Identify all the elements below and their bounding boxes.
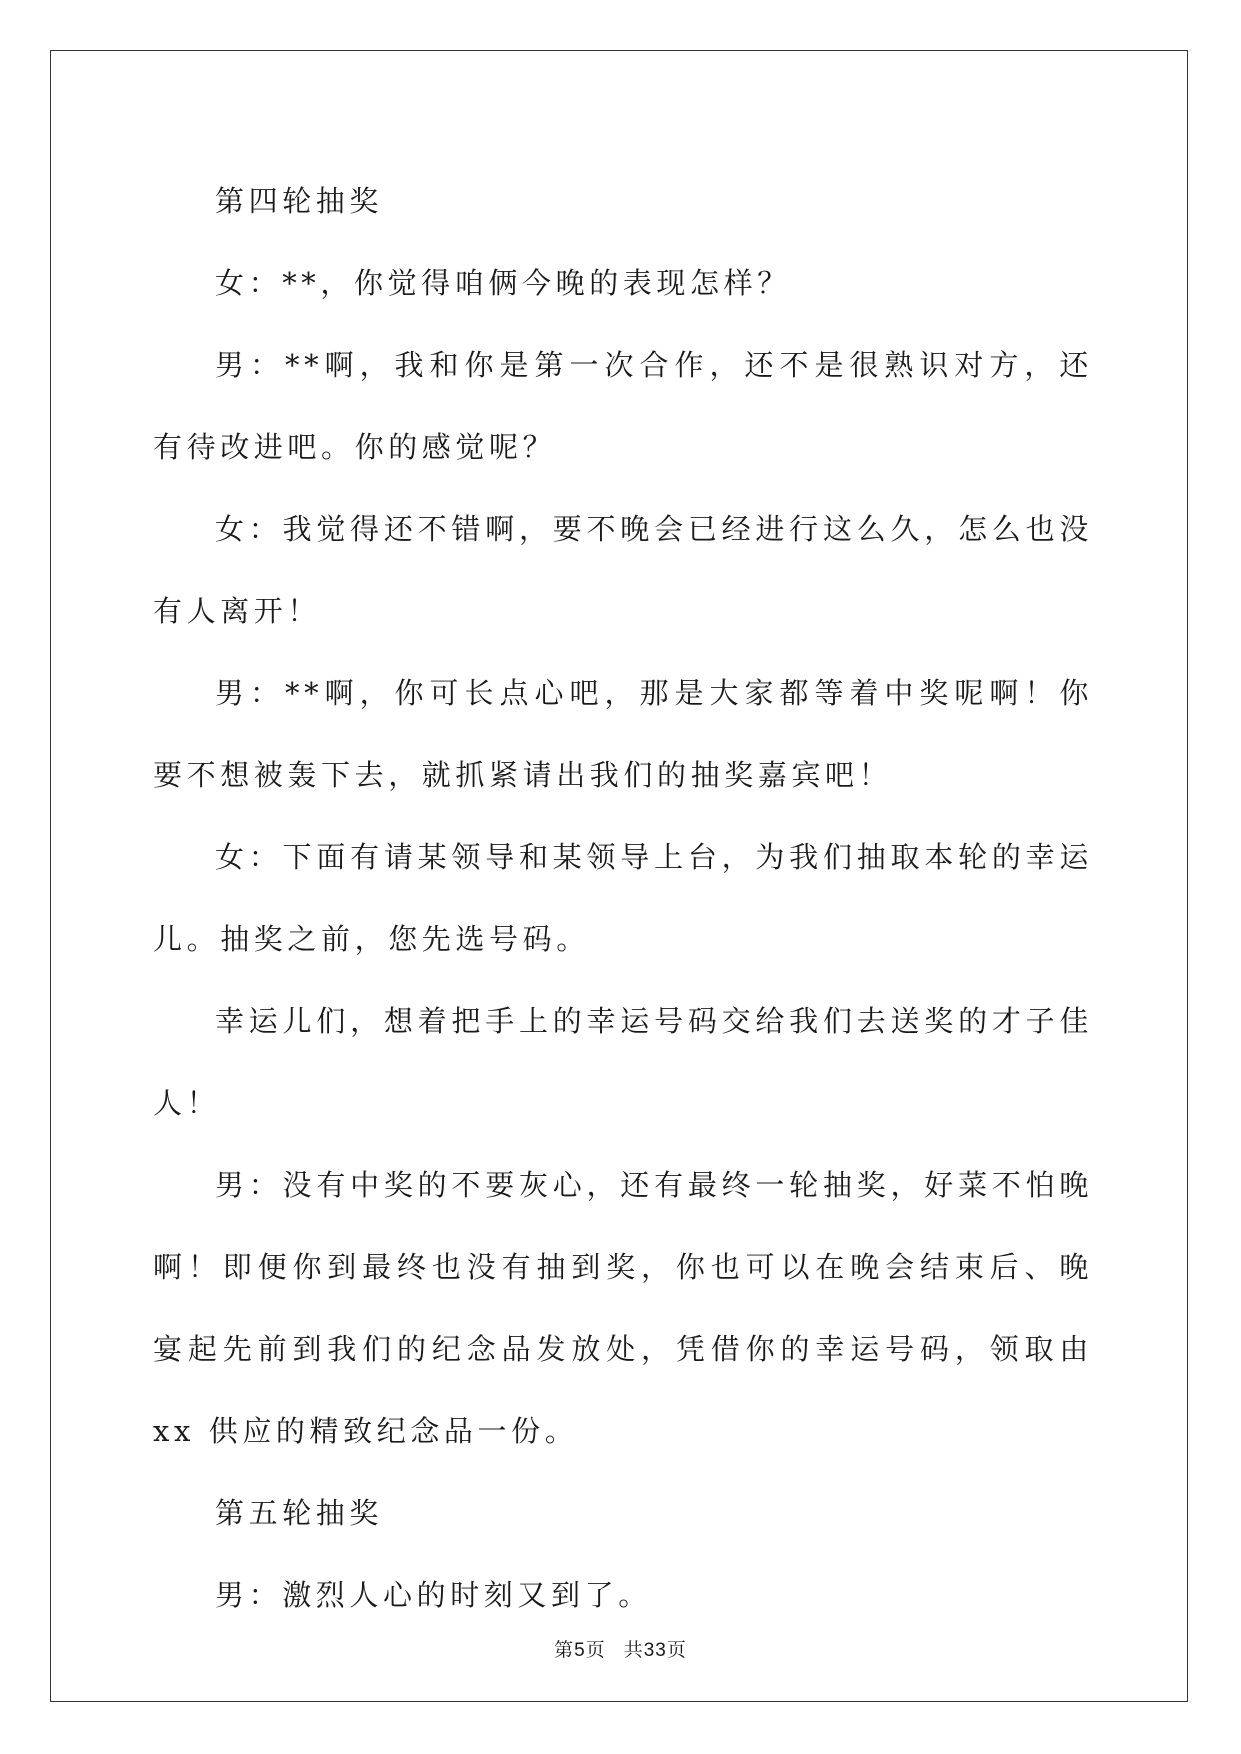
dialogue-paragraph: 幸运儿们，想着把手上的幸运号码交给我们去送奖的才子佳人！ [153,1004,1093,1120]
document-body [153,160,1093,1636]
page-footer [0,1635,1241,1662]
dialogue-paragraph: 男：没有中奖的不要灰心，还有最终一轮抽奖，好菜不怕晚啊！即便你到最终也没有抽到奖，你也可以在晚会结束后、晚宴起先前到我们的纪念品发放处，凭借你的幸运号码，领取由 xx 供应的精致纪念品一份。 [153,1168,1093,1448]
section-heading-round-5: 第五轮抽奖 [215,1496,384,1530]
dialogue-paragraph: 女：**，你觉得咱俩今晚的表现怎样？ [215,266,791,300]
dialogue-paragraph: 女：我觉得还不错啊，要不晚会已经进行这么久，怎么也没有人离开！ [153,512,1093,628]
section-heading-round-4: 第四轮抽奖 [215,184,384,218]
page-suffix: 页 [585,1639,606,1661]
dialogue-paragraph: 男：**啊，你可长点心吧，那是大家都等着中奖呢啊！你要不想被轰下去，就抓紧请出我们的抽奖嘉宾吧！ [153,676,1093,792]
dialogue-paragraph: 男：**啊，我和你是第一次合作，还不是很熟识对方，还有待改进吧。你的感觉呢？ [153,348,1093,464]
dialogue-paragraph: 女：下面有请某领导和某领导上台，为我们抽取本轮的幸运儿。抽奖之前，您先选号码。 [153,840,1093,956]
page-number: 5 [574,1640,586,1661]
page-prefix: 第 [554,1639,575,1661]
dialogue-paragraph: 男：激烈人心的时刻又到了。 [215,1578,652,1612]
total-prefix: 共 [623,1639,644,1661]
total-pages: 33 [643,1640,667,1661]
total-suffix: 页 [666,1639,687,1661]
